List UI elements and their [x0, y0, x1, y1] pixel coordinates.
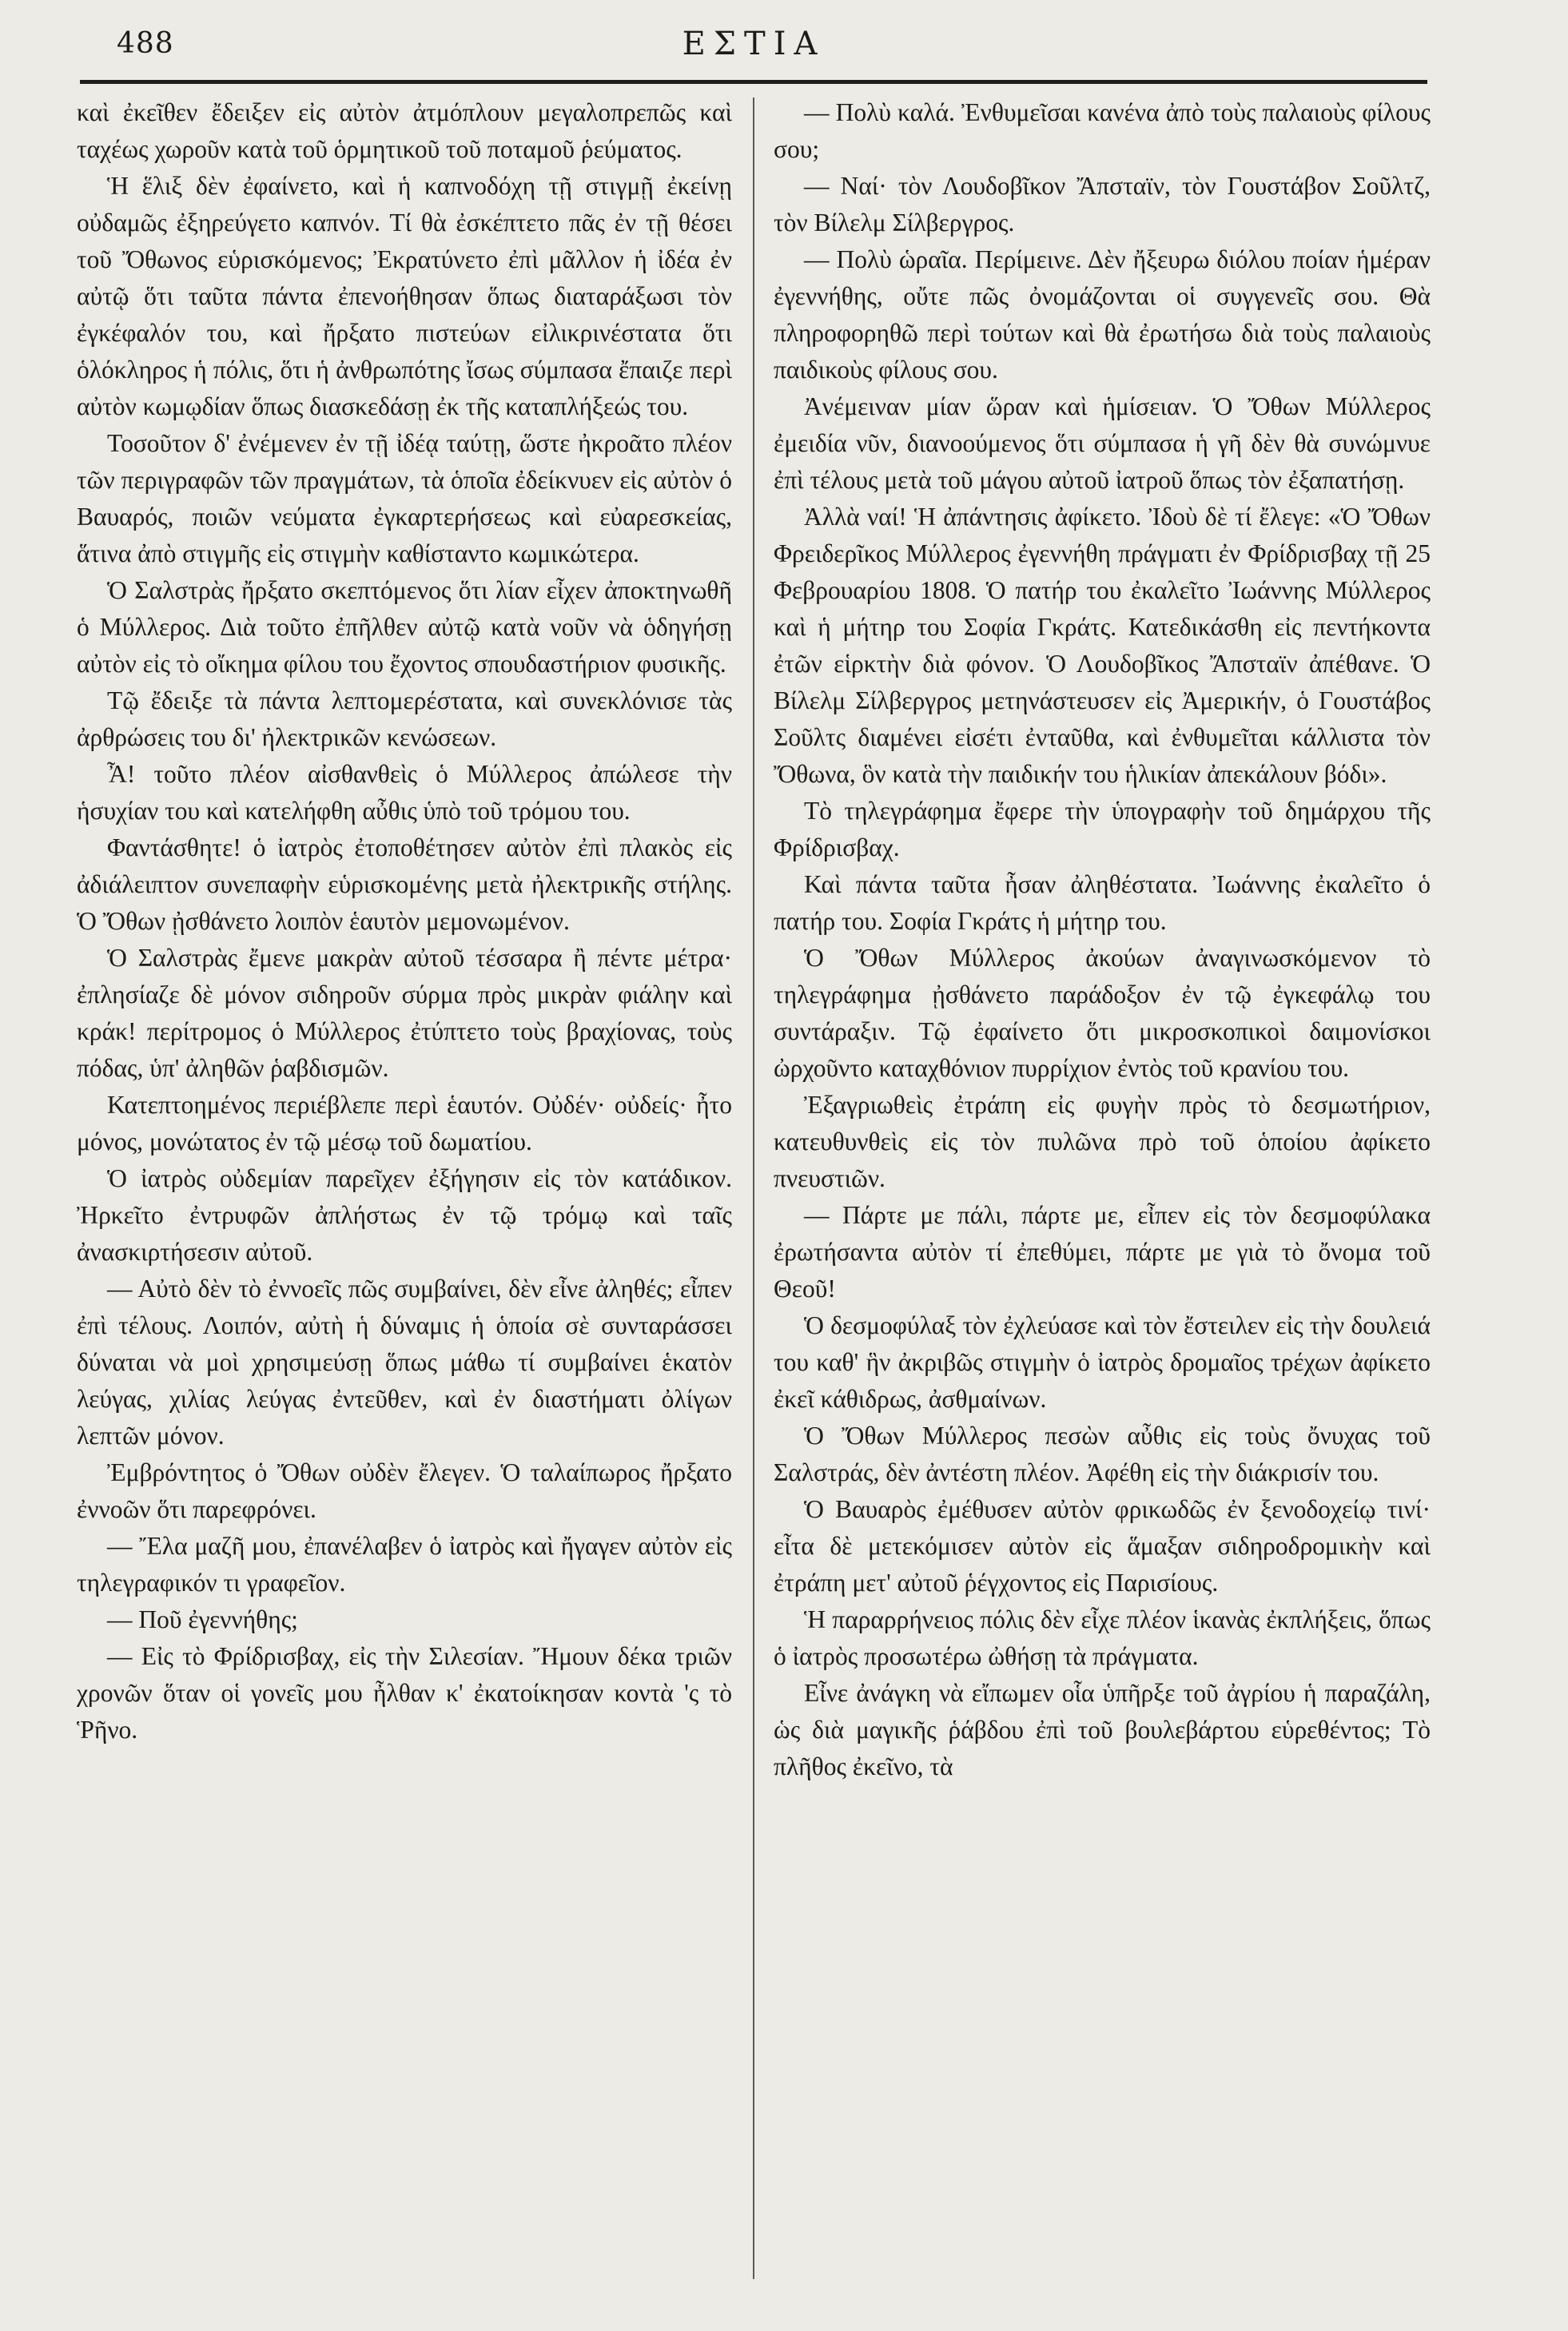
paragraph: Ὁ Ὄθων Μύλλερος ἀκούων ἀναγινωσκόμενον τὸ τηλεγράφημα ᾐσθάνετο παράδοξον ἐν τῷ ἐγκεφάλῳ του συντάραξιν. Τῷ ἐφαίνετο ὅτι μικροσκοπικοὶ δαιμονίσκοι ὠρχοῦντο καταχθόνιον πυρρίχιον ἐντὸς τοῦ κρανίου του. — [774, 944, 1431, 1082]
paragraph: Ἐμβρόντητος ὁ Ὄθων οὐδὲν ἔλεγεν. Ὁ ταλαίπωρος ἤρξατο ἐννοῶν ὅτι παρεφρόνει. — [77, 1458, 732, 1523]
paragraph: — Αὐτὸ δὲν τὸ ἐννοεῖς πῶς συμβαίνει, δὲν εἶνε ἀληθές; εἶπεν ἐπὶ τέλους. Λοιπόν, αὐτὴ ἡ δύναμις ἡ ὁποία σὲ συνταράσσει δύναται νὰ μοὶ χρησιμεύσῃ ὅπως μάθω τί συμβαίνει ἑκατὸν λεύγας, χιλίας λεύγας ἐντεῦθεν, καὶ ἐν διαστήματι ὀλίγων λεπτῶν μόνον. — [77, 1275, 732, 1450]
paragraph: Φαντάσθητε! ὁ ἰατρὸς ἐτοποθέτησεν αὐτὸν ἐπὶ πλακὸς εἰς ἀδιάλειπτον συνεπαφὴν εὑρισκομένης μετὰ ἠλεκτρικῆς στήλης. Ὁ Ὄθων ᾐσθάνετο λοιπὸν ἑαυτὸν μεμονωμένον. — [77, 833, 732, 935]
paragraph: Τοσοῦτον δ' ἐνέμενεν ἐν τῇ ἰδέᾳ ταύτῃ, ὥστε ἠκροᾶτο πλέον τῶν περιγραφῶν τῶν πραγμάτων, τὰ ὁποῖα ἐδείκνυεν εἰς αὐτὸν ὁ Βαυαρός, ποιῶν νεύματα ἐγκαρτερήσεως καὶ εὐαρεσκείας, ἅτινα ἀπὸ στιγμῆς εἰς στιγμὴν καθίσταντο κωμικώτερα. — [77, 429, 732, 567]
paragraph: Κατεπτοημένος περιέβλεπε περὶ ἑαυτόν. Οὐδέν· οὐδείς· ἦτο μόνος, μονώτατος ἐν τῷ μέσῳ τοῦ δωματίου. — [77, 1091, 732, 1156]
header-rule — [80, 80, 1427, 84]
paragraph: Ὁ Ὄθων Μύλλερος πεσὼν αὖθις εἰς τοὺς ὄνυχας τοῦ Σαλστράς, δὲν ἀντέστη πλέον. Ἀφέθη εἰς τὴν διάκρισίν του. — [774, 1422, 1431, 1486]
page-number: 488 — [117, 27, 174, 60]
text-columns — [0, 94, 1568, 2331]
paragraph: Εἶνε ἀνάγκη νὰ εἴπωμεν οἷα ὑπῆρξε τοῦ ἀγρίου ἡ παραζάλη, ὡς διὰ μαγικῆς ῥάβδου ἐπὶ τοῦ βουλεβάρτου εὑρεθέντος; Τὸ πλῆθος ἐκεῖνο, τὰ — [774, 1679, 1431, 1780]
paragraph: — Πολὺ ὡραῖα. Περίμεινε. Δὲν ἤξευρω διόλου ποίαν ἡμέραν ἐγεννήθης, οὔτε πῶς ὀνομάζονται οἱ συγγενεῖς σου. Θὰ πληροφορηθῶ περὶ τούτων καὶ θὰ ἐρωτήσω διὰ τοὺς παλαιοὺς παιδικοὺς φίλους σου. — [774, 245, 1431, 384]
paragraph: Τῷ ἔδειξε τὰ πάντα λεπτομερέστατα, καὶ συνεκλόνισε τὰς ἀρθρώσεις του δι' ἠλεκτρικῶν κενώσεων. — [77, 686, 732, 751]
paragraph: — Πολὺ καλά. Ἐνθυμεῖσαι κανένα ἀπὸ τοὺς παλαιοὺς φίλους σου; — [774, 98, 1431, 163]
paragraph: — Ποῦ ἐγεννήθης; — [107, 1605, 298, 1633]
paragraph: Ὁ Βαυαρὸς ἐμέθυσεν αὐτὸν φρικωδῶς ἐν ξενοδοχείῳ τινί· εἶτα δὲ μετεκόμισεν αὐτὸν εἰς ἅμαξαν σιδηροδρομικὴν καὶ ἐτράπη μετ' αὐτοῦ ῥέγχοντος εἰς Παρισίους. — [774, 1495, 1431, 1597]
paragraph: Ἡ ἕλιξ δὲν ἐφαίνετο, καὶ ἡ καπνοδόχη τῇ στιγμῇ ἐκείνῃ οὐδαμῶς ἐξηρεύγετο καπνόν. Τί θὰ ἐσκέπτετο πᾶς ἐν τῇ θέσει τοῦ Ὄθωνος εὑρισκόμενος; Ἐκρατύνετο ἐπὶ μᾶλλον ἡ ἰδέα ἐν αὐτῷ ὅτι ταῦτα πάντα ἐπενοήθησαν ὅπως διαταράξωσι τὸν ἐγκέφαλόν του, καὶ ἤρξατο πιστεύων εἰλικρινέστατα ὅτι ὁλόκληρος ἡ πόλις, ὅτι ἡ ἀνθρωπότης ἴσως σύμπασα ἔπαιζε περὶ αὐτὸν κωμῳδίαν ὅπως διασκεδάσῃ ἐκ τῆς καταπλήξεώς του. — [77, 172, 732, 420]
paragraph: — Ναί· τὸν Λουδοβῖκον Ἄπσταϊν, τὸν Γουστάβον Σοῦλτζ, τὸν Βίλελμ Σίλβεργρος. — [774, 172, 1431, 237]
paragraph: — Ἔλα μαζῆ μου, ἐπανέλαβεν ὁ ἰατρὸς καὶ ἤγαγεν αὐτὸν εἰς τηλεγραφικόν τι γραφεῖον. — [77, 1532, 732, 1597]
right-column — [774, 94, 1431, 1785]
running-title: ΕΣΤΙΑ — [682, 26, 826, 62]
paragraph: Τὸ τηλεγράφημα ἔφερε τὴν ὑπογραφὴν τοῦ δημάρχου τῆς Φρίδρισβαχ. — [774, 797, 1431, 861]
paragraph: Ἐξαγριωθεὶς ἐτράπη εἰς φυγὴν πρὸς τὸ δεσμωτήριον, κατευθυνθεὶς εἰς τὸν πυλῶνα πρὸ τοῦ ὁποίου ἀφίκετο πνευστιῶν. — [774, 1091, 1431, 1192]
page-header — [80, 18, 1427, 78]
paragraph: Καὶ πάντα ταῦτα ἦσαν ἀληθέστατα. Ἰωάννης ἐκαλεῖτο ὁ πατήρ του. Σοφία Γκράτς ἡ μήτηρ του. — [774, 870, 1431, 935]
paragraph: Ἡ παραρρήνειος πόλις δὲν εἶχε πλέον ἱκανὰς ἐκπλήξεις, ὅπως ὁ ἰατρὸς προσωτέρω ὠθήσῃ τὰ πράγματα. — [774, 1605, 1431, 1670]
paragraph: — Πάρτε με πάλι, πάρτε με, εἶπεν εἰς τὸν δεσμοφύλακα ἐρωτήσαντα αὐτὸν τί ἐπεθύμει, πάρτε με γιὰ τὸ ὄνομα τοῦ Θεοῦ! — [774, 1201, 1431, 1303]
left-column — [77, 94, 732, 1748]
paragraph: Ἆ! τοῦτο πλέον αἰσθανθεὶς ὁ Μύλλερος ἀπώλεσε τὴν ἡσυχίαν του καὶ κατελήφθη αὖθις ὑπὸ τοῦ τρόμου του. — [77, 760, 732, 825]
paragraph: Ἀνέμειναν μίαν ὥραν καὶ ἡμίσειαν. Ὁ Ὄθων Μύλλερος ἐμειδία νῦν, διανοούμενος ὅτι σύμπασα ἡ γῆ δὲν θὰ συνώμνυε ἐπὶ τέλους μετὰ τοῦ μάγου αὐτοῦ ἰατροῦ ὅπως τὸν ἐξαπατήσῃ. — [774, 392, 1431, 494]
paragraph: — Εἰς τὸ Φρίδρισβαχ, εἰς τὴν Σιλεσίαν. Ἤμουν δέκα τριῶν χρονῶν ὅταν οἱ γονεῖς μου ἦλθαν κ' ἐκατοίκησαν κοντὰ 'ς τὸ Ῥῆνο. — [77, 1642, 732, 1744]
paragraph: Ὁ Σαλστρὰς ἤρξατο σκεπτόμενος ὅτι λίαν εἶχεν ἀποκτηνωθῆ ὁ Μύλλερος. Διὰ τοῦτο ἐπῆλθεν αὐτῷ κατὰ νοῦν νὰ ὁδηγήσῃ αὐτὸν εἰς τὸ οἴκημα φίλου του ἔχοντος σπουδαστήριον φυσικῆς. — [77, 576, 732, 678]
paragraph: Ὁ Σαλστρὰς ἔμενε μακρὰν αὐτοῦ τέσσαρα ἢ πέντε μέτρα· ἐπλησίαζε δὲ μόνον σιδηροῦν σύρμα πρὸς μικρὰν φιάλην καὶ κράκ! περίτρομος ὁ Μύλλερος ἐτύπτετο τοὺς βραχίονας, τοὺς πόδας, ὑπ' ἀληθῶν ῥαβδισμῶν. — [77, 944, 732, 1082]
paragraph: Ὁ ἰατρὸς οὐδεμίαν παρεῖχεν ἐξήγησιν εἰς τὸν κατάδικον. Ἠρκεῖτο ἐντρυφῶν ἀπλήστως ἐν τῷ τρόμῳ καὶ ταῖς ἀνασκιρτήσεσιν αὐτοῦ. — [77, 1164, 732, 1266]
paragraph: Ἀλλὰ ναί! Ἡ ἀπάντησις ἀφίκετο. Ἰδοὺ δὲ τί ἔλεγε: «Ὁ Ὄθων Φρειδερῖκος Μύλλερος ἐγεννήθη πράγματι ἐν Φρίδρισβαχ τῇ 25 Φεβρουαρίου 1808. Ὁ πατήρ του ἐκαλεῖτο Ἰωάννης Μύλλερος καὶ ἡ μήτηρ του Σοφία Γκράτς. Κατεδικάσθη εἰς πεντήκοντα ἐτῶν εἱρκτὴν διὰ φόνον. Ὁ Λουδοβῖκος Ἄπσταϊν ἀπέθανε. Ὁ Βίλελμ Σίλβεργρος μετηνάστευσεν εἰς Ἀμερικήν, ὁ Γουστάβος Σοῦλτς διαμένει εἰσέτι ἐνταῦθα, καὶ ἐνθυμεῖται κάλλιστα τὸν Ὄθωνα, ὃν κατὰ τὴν παιδικήν του ἡλικίαν ἀπεκάλουν βόδι». — [774, 503, 1431, 788]
column-divider — [753, 97, 754, 2279]
paragraph: καὶ ἐκεῖθεν ἔδειξεν εἰς αὐτὸν ἀτμόπλουν μεγαλοπρεπῶς καὶ ταχέως χωροῦν κατὰ τοῦ ὁρμητικοῦ τοῦ ποταμοῦ ῥεύματος. — [77, 98, 732, 163]
paragraph: Ὁ δεσμοφύλαξ τὸν ἐχλεύασε καὶ τὸν ἔστειλεν εἰς τὴν δουλειά του καθ' ἣν ἀκριβῶς στιγμὴν ὁ ἰατρὸς δρομαῖος τρέχων ἀφίκετο ἐκεῖ κάθιδρως, ἀσθμαίνων. — [774, 1311, 1431, 1413]
